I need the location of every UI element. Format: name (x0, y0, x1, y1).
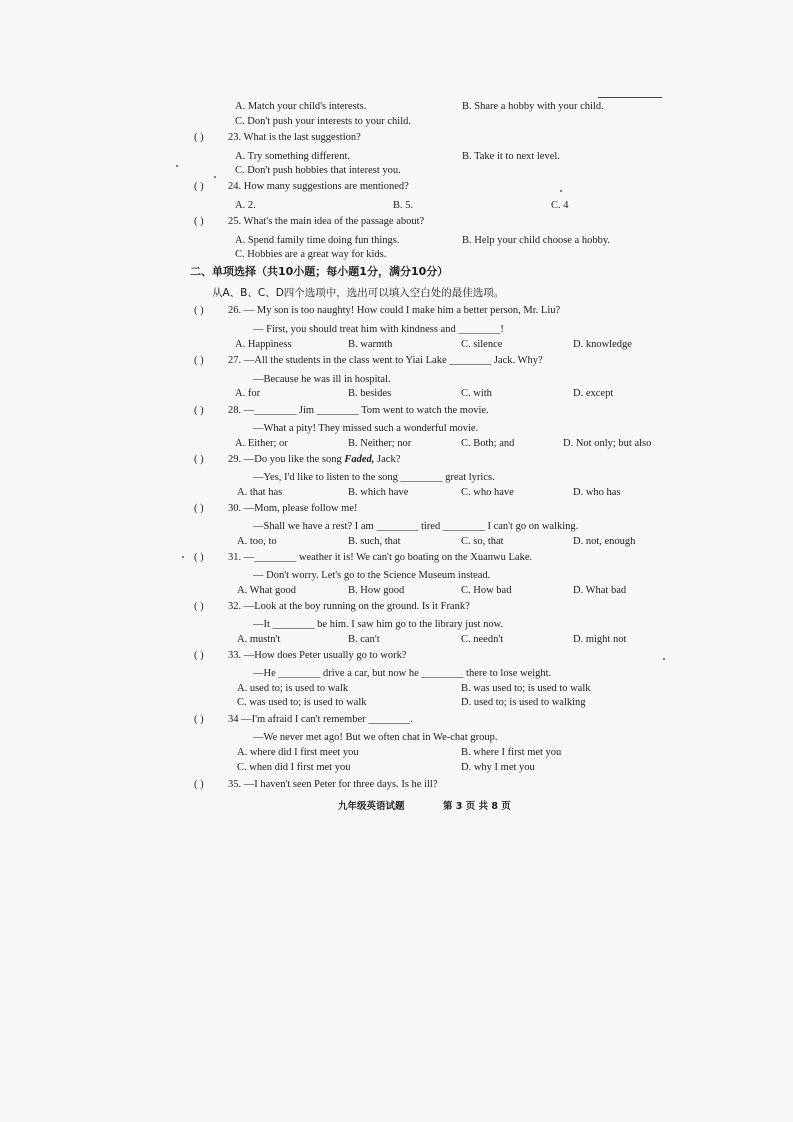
q29-option-a: A. that has (237, 487, 283, 498)
q31-option-b: B. How good (348, 585, 405, 596)
q23-option-a: A. Try something different. (235, 151, 351, 162)
q27-option-b: B. besides (348, 388, 392, 399)
q27-line2: —Because he was ill in hospital. (253, 374, 391, 385)
q25-option-c: C. Hobbies are a great way for kids. (235, 249, 387, 260)
q32-line2: —It ________ be him. I saw him go to the library just now. (253, 619, 504, 630)
top-rule (598, 97, 662, 98)
q27-option-c: C. with (461, 388, 492, 399)
q28-answer-blank: ( ) (194, 405, 204, 416)
q34-option-c: C. when did I first met you (237, 762, 351, 773)
q26-answer-blank: ( ) (194, 305, 204, 316)
q29-line2: —Yes, I'd like to listen to the song ________ great lyrics. (253, 472, 495, 483)
q30-line1: 30. —Mom, please follow me! (228, 503, 358, 514)
q30-answer-blank: ( ) (194, 503, 204, 514)
q29-option-b: B. which have (348, 487, 409, 498)
section-two-instruction: 从A、B、C、D四个选项中，选出可以填入空白处的最佳选项。 (212, 287, 505, 299)
q33-line1: 33. —How does Peter usually go to work? (228, 650, 407, 661)
q33-line2: —He ________ drive a car, but now he ________ there to lose weight. (253, 668, 552, 679)
q27-answer-blank: ( ) (194, 355, 204, 366)
q29-line1-start: 29. —Do you like the song (228, 454, 345, 465)
footer-title: 九年级英语试题 (338, 801, 405, 812)
q33-option-b: B. was used to; is used to walk (461, 683, 591, 694)
q22-option-c: C. Don't push your interests to your child. (235, 116, 412, 127)
q24-stem: 24. How many suggestions are mentioned? (228, 181, 409, 192)
q34-option-b: B. where I first met you (461, 747, 562, 758)
footer-page-number: 第 3 页 共 8 页 (443, 801, 511, 812)
q22-option-b: B. Share a hobby with your child. (462, 101, 604, 112)
q25-stem: 25. What's the main idea of the passage about? (228, 216, 425, 227)
q26-option-b: B. warmth (348, 339, 393, 350)
q34-line1: 34 —I'm afraid I can't remember ________. (228, 714, 413, 725)
q29-option-c: C. who have (461, 487, 514, 498)
q34-line2: —We never met ago! But we often chat in We-chat group. (253, 732, 498, 743)
q31-option-a: A. What good (237, 585, 297, 596)
q34-option-a: A. where did I first meet you (237, 747, 359, 758)
q32-option-b: B. can't (348, 634, 380, 645)
q23-option-b: B. Take it to next level. (462, 151, 560, 162)
q30-option-d: D. not, enough (573, 536, 636, 547)
q26-line2: — First, you should treat him with kindness and ________! (253, 324, 504, 335)
q23-answer-blank: ( ) (194, 132, 204, 143)
q30-option-c: C. so, that (461, 536, 504, 547)
q31-line2: — Don't worry. Let's go to the Science Museum instead. (253, 570, 491, 581)
q27-option-a: A. for (235, 388, 261, 399)
q26-option-c: C. silence (461, 339, 503, 350)
q26-option-a: A. Happiness (235, 339, 292, 350)
q25-option-a: A. Spend family time doing fun things. (235, 235, 400, 246)
q31-option-d: D. What bad (573, 585, 627, 596)
q28-line2: —What a pity! They missed such a wonderful movie. (253, 423, 479, 434)
q30-option-b: B. such, that (348, 536, 401, 547)
q31-answer-blank: ( ) (194, 552, 204, 563)
q35-answer-blank: ( ) (194, 779, 204, 790)
q29-song-title: Faded, (344, 454, 375, 465)
scan-speck (214, 176, 216, 178)
scan-speck (182, 556, 184, 558)
q22-option-a: A. Match your child's interests. (235, 101, 367, 112)
scan-speck (176, 165, 178, 167)
q29-answer-blank: ( ) (194, 454, 204, 465)
q33-option-c: C. was used to; is used to walk (237, 697, 367, 708)
q35-line1: 35. —I haven't seen Peter for three days. Is he ill? (228, 779, 438, 790)
section-two-heading: 二、单项选择（共10小题；每小题1分，满分10分） (190, 265, 449, 278)
q31-option-c: C. How bad (461, 585, 512, 596)
q26-line1: 26. — My son is too naughty! How could I make him a better person, Mr. Liu? (228, 305, 561, 316)
q24-option-b: B. 5. (393, 200, 414, 211)
q29-line1-end: Jack? (374, 454, 401, 465)
q30-line2: —Shall we have a rest? I am ________ tired ________ I can't go on walking. (253, 521, 579, 532)
q26-option-d: D. knowledge (573, 339, 632, 350)
q32-answer-blank: ( ) (194, 601, 204, 612)
q24-option-a: A. 2. (235, 200, 256, 211)
q24-answer-blank: ( ) (194, 181, 204, 192)
q32-option-d: D. might not (573, 634, 627, 645)
q34-answer-blank: ( ) (194, 714, 204, 725)
q34-option-d: D. why I met you (461, 762, 535, 773)
q32-option-a: A. mustn't (237, 634, 281, 645)
q33-option-d: D. used to; is used to walking (461, 697, 586, 708)
q28-option-b: B. Neither; nor (348, 438, 412, 449)
q33-option-a: A. used to; is used to walk (237, 683, 349, 694)
q28-option-a: A. Either; or (235, 438, 288, 449)
q29-option-d: D. who has (573, 487, 621, 498)
q23-stem: 23. What is the last suggestion? (228, 132, 361, 143)
scan-speck (663, 658, 665, 660)
q24-option-c: C. 4 (551, 200, 569, 211)
q27-line1: 27. —All the students in the class went to Yiai Lake ________ Jack. Why? (228, 355, 543, 366)
q28-line1: 28. —________ Jim ________ Tom went to watch the movie. (228, 405, 489, 416)
q28-option-c: C. Both; and (461, 438, 515, 449)
q32-line1: 32. —Look at the boy running on the ground. Is it Frank? (228, 601, 470, 612)
q25-answer-blank: ( ) (194, 216, 204, 227)
q32-option-c: C. needn't (461, 634, 504, 645)
scan-speck (560, 190, 562, 192)
q29-line1 (228, 453, 400, 467)
q28-option-d: D. Not only; but also (563, 438, 652, 449)
q30-option-a: A. too, to (237, 536, 277, 547)
q31-line1: 31. —________ weather it is! We can't go boating on the Xuanwu Lake. (228, 552, 533, 563)
q23-option-c: C. Don't push hobbies that interest you. (235, 165, 401, 176)
q25-option-b: B. Help your child choose a hobby. (462, 235, 611, 246)
q27-option-d: D. except (573, 388, 614, 399)
q33-answer-blank: ( ) (194, 650, 204, 661)
